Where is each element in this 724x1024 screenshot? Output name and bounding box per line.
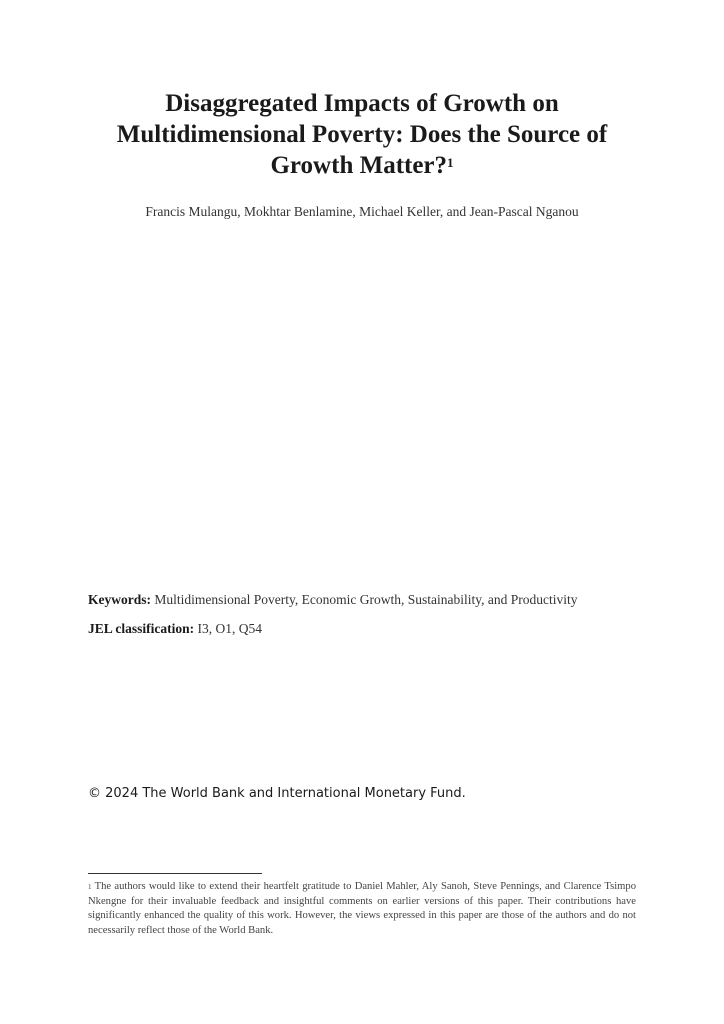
title-footnote-marker[interactable]: 1 [447,155,454,170]
footnote-divider [88,873,262,874]
paper-title [80,88,644,181]
footnote-marker: 1 [88,883,92,891]
keywords-value: Multidimensional Poverty, Economic Growth, Sustainability, and Productivity [154,592,578,607]
footnote [88,880,636,938]
footnote-text: The authors would like to extend their heartfelt gratitude to Daniel Mahler, Aly Sanoh, Steve Pennings, and Clarence Tsimpo Nkengne for their invaluable feedback and insightful comments on earlier versions of this paper. Their contributions have significantly enhanced the quality of this work. However, the views expressed in this paper are those of the authors and do not necessarily reflect those of the World Bank. [88,881,636,936]
keywords-line [88,592,648,608]
keywords-label: Keywords: [88,592,151,607]
jel-label: JEL classification: [88,621,195,636]
author-list: Francis Mulangu, Mokhtar Benlamine, Michael Keller, and Jean-Pascal Nganou [145,204,579,219]
jel-value: I3, O1, Q54 [197,621,263,636]
jel-classification-line [88,621,648,637]
paper-title-text: Disaggregated Impacts of Growth on Multidimensional Poverty: Does the Source of Growth Matter? [116,90,608,179]
copyright-notice: © 2024 The World Bank and International Monetary Fund. [88,786,466,801]
